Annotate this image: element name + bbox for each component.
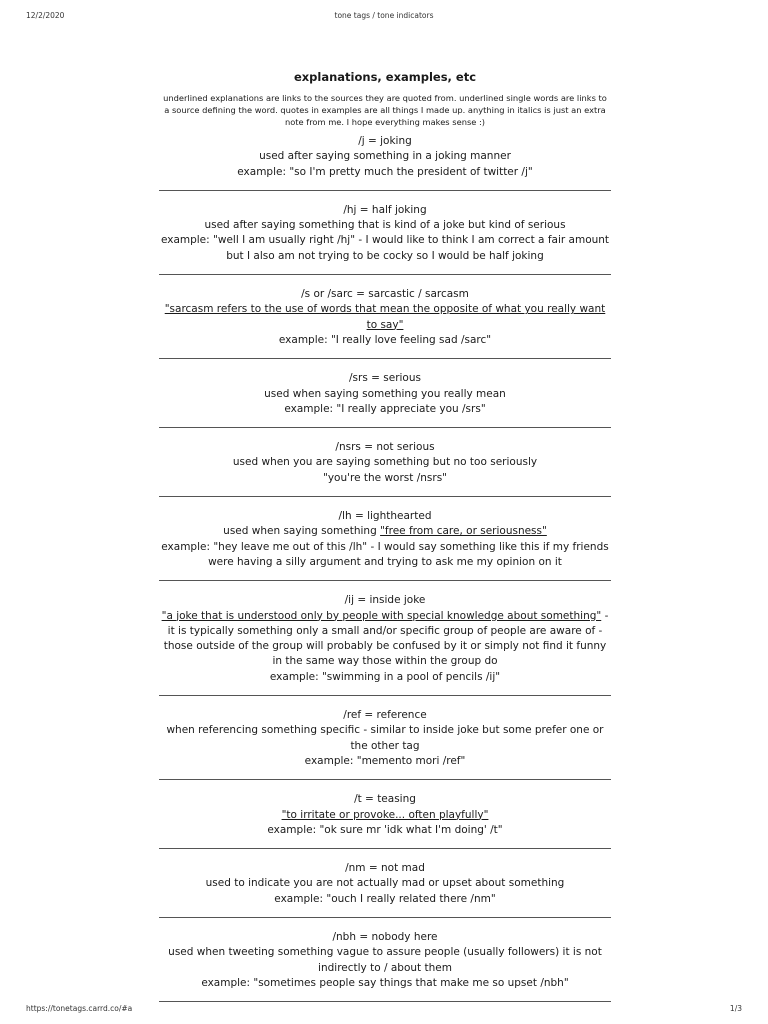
entry-title: /nsrs = not serious — [335, 441, 435, 454]
entry-example: example: "well I am usually right /hj" - I would like to think I am correct a fair amount but I also am not trying to be cocky so I would be half joking — [160, 234, 610, 262]
entry-serious — [160, 359, 610, 427]
entry-description: used to indicate you are not actually mad or upset about something — [205, 877, 565, 890]
entry-not-mad — [160, 849, 610, 917]
entry-title: /t = teasing — [354, 793, 416, 806]
entry-title: /ref = reference — [343, 709, 427, 722]
divider — [159, 1001, 611, 1002]
entry-description: used when tweeting something vague to assure people (usually followers) it is not indirectly to / about them — [168, 946, 602, 974]
entry-example: example: "ok sure mr 'idk what I'm doing' /t" — [267, 823, 503, 836]
definition-link[interactable]: "sarcasm refers to the use of words that mean the opposite of what you really want to say" — [164, 303, 606, 331]
entry-description: used when you are saying something but no too seriously — [232, 456, 538, 469]
print-date: 12/2/2020 — [26, 11, 65, 20]
entry-title: /hj = half joking — [343, 203, 427, 216]
definition-link[interactable]: "free from care, or seriousness" — [380, 525, 547, 538]
entry-title: /nm = not mad — [345, 862, 425, 875]
entry-example: example: "I really appreciate you /srs" — [284, 402, 486, 415]
entry-reference — [160, 696, 610, 779]
entry-title: /ij = inside joke — [344, 594, 426, 607]
entry-description: used after saying something that is kind of a joke but kind of serious — [204, 219, 566, 232]
entry-title: /srs = serious — [349, 372, 421, 385]
entry-description: used when saying something you really mean — [264, 387, 506, 400]
entry-example: example: "swimming in a pool of pencils /ij" — [269, 670, 501, 683]
entry-example: example: "memento mori /ref" — [304, 754, 466, 767]
entry-description — [160, 609, 610, 670]
main-content — [160, 70, 610, 1002]
entry-nobody-here — [160, 918, 610, 1001]
entry-description: when referencing something specific - similar to inside joke but some prefer one or the other tag — [166, 724, 604, 752]
description-text: - it is typically something only a small and/or specific group of people are aware of - those outside of the group will probably be confused by it or simply not find it funny in the same way those within the group do — [163, 609, 609, 668]
definition-link[interactable]: "a joke that is understood only by people with special knowledge about something" — [161, 609, 602, 622]
entry-example: "you're the worst /nsrs" — [323, 471, 447, 484]
print-page-title: tone tags / tone indicators — [334, 11, 434, 20]
entry-example: example: "sometimes people say things that make me so upset /nbh" — [201, 976, 569, 989]
entry-joking — [160, 134, 610, 190]
entry-teasing — [160, 780, 610, 848]
entry-title: /s or /sarc = sarcastic / sarcasm — [301, 288, 469, 301]
intro-text: underlined explanations are links to the sources they are quoted from. underlined single words are links to a source defining the word. quotes in examples are all things I made up. anything in italics is just an extra note from me. I hope everything makes sense :) — [163, 93, 607, 127]
entry-example: example: "so I'm pretty much the president of twitter /j" — [237, 165, 533, 178]
entry-example: example: "I really love feeling sad /sarc" — [278, 333, 492, 346]
entry-title: /nbh = nobody here — [332, 930, 438, 943]
print-url: https://tonetags.carrd.co/#a — [26, 1004, 133, 1013]
entry-inside-joke — [160, 581, 610, 695]
entry-not-serious — [160, 428, 610, 496]
entry-half-joking — [160, 191, 610, 274]
entry-description: used after saying something in a joking manner — [259, 150, 511, 163]
entry-title: /lh = lighthearted — [338, 510, 432, 523]
entry-lighthearted — [160, 497, 610, 580]
print-page-number: 1/3 — [729, 1004, 742, 1013]
entry-example: example: "hey leave me out of this /lh" - I would say something like this if my friends were having a silly argument and trying to ask me my opinion on it — [161, 540, 609, 568]
page-heading: explanations, examples, etc — [293, 70, 477, 84]
entry-sarcastic — [160, 275, 610, 358]
description-text: used when saying something — [223, 525, 381, 538]
entry-example: example: "ouch I really related there /nm" — [274, 892, 496, 905]
definition-link[interactable]: "to irritate or provoke... often playfully" — [281, 808, 489, 821]
entry-description — [160, 524, 610, 539]
entry-title: /j = joking — [358, 135, 412, 147]
